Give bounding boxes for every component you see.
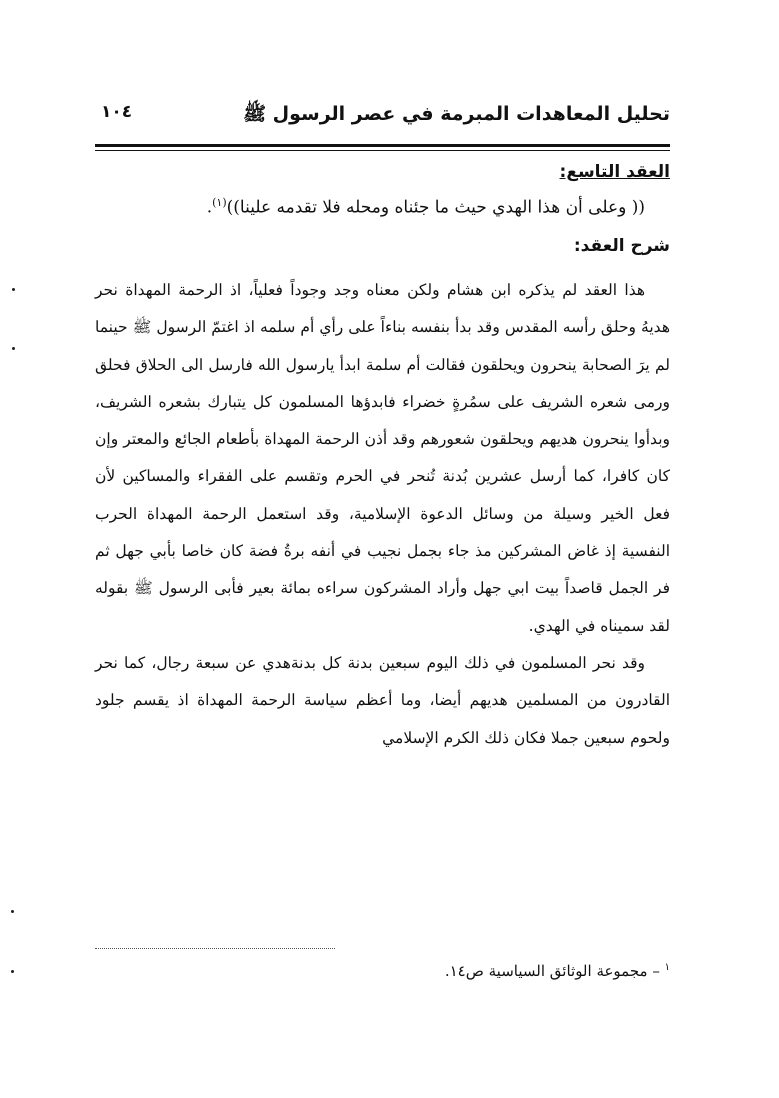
header-rule-thin bbox=[95, 150, 670, 151]
running-header bbox=[95, 102, 670, 132]
header-rule-thick bbox=[95, 144, 670, 147]
explanation-heading: شرح العقد: bbox=[573, 236, 670, 256]
contract-text bbox=[207, 196, 645, 218]
contract-quote: (( وعلى أن هذا الهدي حيث ما جئناه ومحله فلا تقدمه علينا)) bbox=[226, 197, 645, 218]
explanation-body bbox=[95, 272, 670, 757]
footnote-text: – مجموعة الوثائق السياسية ص١٤. bbox=[444, 962, 660, 980]
scan-speck bbox=[12, 347, 15, 350]
scan-speck bbox=[11, 910, 14, 913]
contract-end-punctuation: . bbox=[206, 197, 213, 218]
footnote-reference: (١) bbox=[212, 196, 227, 209]
paragraph: وقد نحر المسلمون في ذلك اليوم سبعين بدنة كل بدنةهدي عن سبعة رجال، كما نحر القادرون من المسلمين هديهم أيضا، وما أعظم سياسة الرحمة المهداة اذ يقسم جلود ولحوم سبعين جملا فكان ذلك الكرم الإسلامي bbox=[95, 653, 670, 747]
scan-speck bbox=[12, 288, 15, 291]
footnote bbox=[445, 962, 670, 980]
page-title: تحليل المعاهدات المبرمة في عصر الرسول ﷺ bbox=[243, 103, 670, 125]
document-page bbox=[95, 0, 670, 1098]
footnote-marker: ١ bbox=[664, 962, 670, 973]
contract-heading: العقد التاسع: bbox=[559, 162, 670, 182]
scan-speck bbox=[11, 970, 14, 973]
paragraph: هذا العقد لم يذكره ابن هشام ولكن معناه وجد وجوداً فعلياً، اذ الرحمة المهداة نحر هديهُ وحلق رأسه المقدس وقد بدأ بنفسه بناءاً على رأي أم سلمه اذ اغتمّ الرسول ﷺ حينما لم يرَ الصحابة ينحرون ويحلقون فقالت أم سلمة ابدأ يارسول الله فارسل الى الحلاق فحلق ورمى شعره الشريف على سمُرةٍ خضراء فابدؤها المسلمون كل يتبارك بشعره الشريف، وبدأوا ينحرون هديهم ويحلقون شعورهم وقد أذن الرحمة المهداة بأطعام الجائع والمعتر وإن كان كافرا، كما أرسل عشرين بُدنة تُنحر في الحرم وتقسم على الفقراء والمساكين لأن فعل الخير وسيلة من وسائل الدعوة الإسلامية، وقد استعمل الرحمة المهداة الحرب النفسية إذ غاض المشركين مذ جاء بجمل نجيب في أنفه برةُ فضة كان خاصا بأبي جهل ثم فر الجمل قاصداً بيت ابي جهل وأراد المشركون سراءه بمائة بعير فأبى الرسول ﷺ بقوله لقد سميناه في الهدي. bbox=[95, 281, 670, 635]
page-number: ١٠٤ bbox=[101, 102, 133, 122]
footnote-separator bbox=[95, 948, 335, 949]
